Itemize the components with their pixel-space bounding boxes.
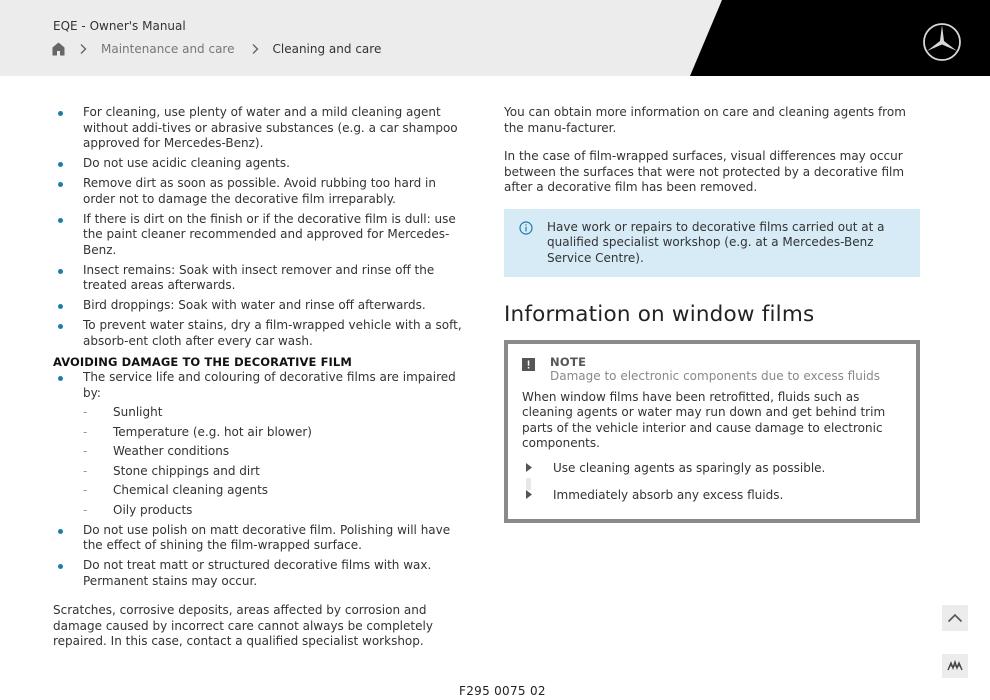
section-subheading: AVOIDING DAMAGE TO THE DECORATIVE FILM [53,355,352,369]
step-text: Use cleaning agents as sparingly as possible. [553,460,826,475]
list-item [522,461,902,477]
list-item: To prevent water stains, dry a film-wrapped vehicle with a soft, absorb-ent cloth after every car wash. [53,318,467,349]
list-item: Do not treat matt or structured decorative films with wax. Permanent stains may occur. [53,558,467,589]
note-header [522,355,902,385]
list-item: - Sunlight [83,405,467,421]
breadcrumb-item-cleaning[interactable]: Cleaning and care [272,42,382,56]
list-item: - Temperature (e.g. hot air blower) [83,425,467,441]
info-paragraph: You can obtain more information on care and cleaning agents from the manu-facturer. [504,105,906,135]
page-header [0,0,990,76]
list-item: - Stone chippings and dirt [83,464,467,480]
list-item: Remove dirt as soon as possible. Avoid rubbing too hard in order not to damage the decorative film irreparably. [53,176,467,207]
list-item: - Chemical cleaning agents [83,483,467,499]
warning-icon [522,358,535,371]
animation-icon [947,660,963,672]
note-steps [522,461,902,504]
mercedes-star-logo [922,22,962,62]
impair-list [83,405,467,518]
left-column [53,105,467,650]
list-item: Do not use acidic cleaning agents. [53,156,467,172]
closing-paragraph: Scratches, corrosive deposits, areas affected by corrosion and damage caused by incorrect care cannot always be completely repaired. In this case, contact a qualified specialist workshop. [53,603,433,648]
list-item: If there is dirt on the finish or if the decorative film is dull: use the paint cleaner recommended and approved for Mercedes-Benz. [53,212,467,259]
home-icon[interactable] [52,42,65,56]
right-column [504,105,920,523]
note-label: NOTE [550,355,587,369]
triangle-right-icon [526,490,532,499]
step-text: Immediately absorb any excess fluids. [553,488,784,502]
animation-button[interactable] [942,654,968,678]
list-item: - Oily products [83,503,467,519]
list-item [522,488,902,504]
list-item: Bird droppings: Soak with water and rinse off afterwards. [53,298,467,314]
cleaning-bullets [53,105,467,349]
list-item: Do not use polish on matt decorative film. Polishing will have the effect of shining the film-wrapped surface. [53,523,467,554]
chevron-up-icon [947,613,963,623]
image-code: F295 0075 02 [459,684,546,698]
info-icon [519,221,533,235]
triangle-right-icon [526,463,532,472]
manual-title: EQE - Owner's Manual [53,19,186,33]
list-item: - Weather conditions [83,444,467,460]
list-item [53,370,467,518]
note-box [504,340,920,523]
section-heading: Information on window films [504,302,815,327]
breadcrumb-item-maintenance[interactable]: Maintenance and care [101,42,235,56]
damage-bullets [53,370,467,589]
note-subtitle: Damage to electronic components due to excess fluids [550,369,881,383]
scroll-top-button[interactable] [942,605,968,631]
chevron-right-icon [77,43,89,55]
note-body: When window films have been retrofitted, fluids such as cleaning agents or water may run down and get behind trim parts of the vehicle interior and cause damage to electronic components. [522,389,886,450]
info-box [504,209,920,278]
list-item: For cleaning, use plenty of water and a mild cleaning agent without addi-tives or abrasive substances (e.g. a car shampoo approved for Mercedes-Benz). [53,105,467,152]
breadcrumb [52,42,381,56]
info-text: Have work or repairs to decorative films carried out at a qualified specialist workshop (e.g. at a Mercedes-Benz Service Centre). [547,219,885,265]
film-paragraph: In the case of film-wrapped surfaces, visual differences may occur between the surfaces that were not protected by a decorative film after a decorative film has been removed. [504,149,905,194]
impair-intro: The service life and colouring of decorative films are impaired by: [83,370,456,400]
chevron-right-icon [249,43,261,55]
list-item: Insect remains: Soak with insect remover and rinse off the treated areas afterwards. [53,263,467,294]
